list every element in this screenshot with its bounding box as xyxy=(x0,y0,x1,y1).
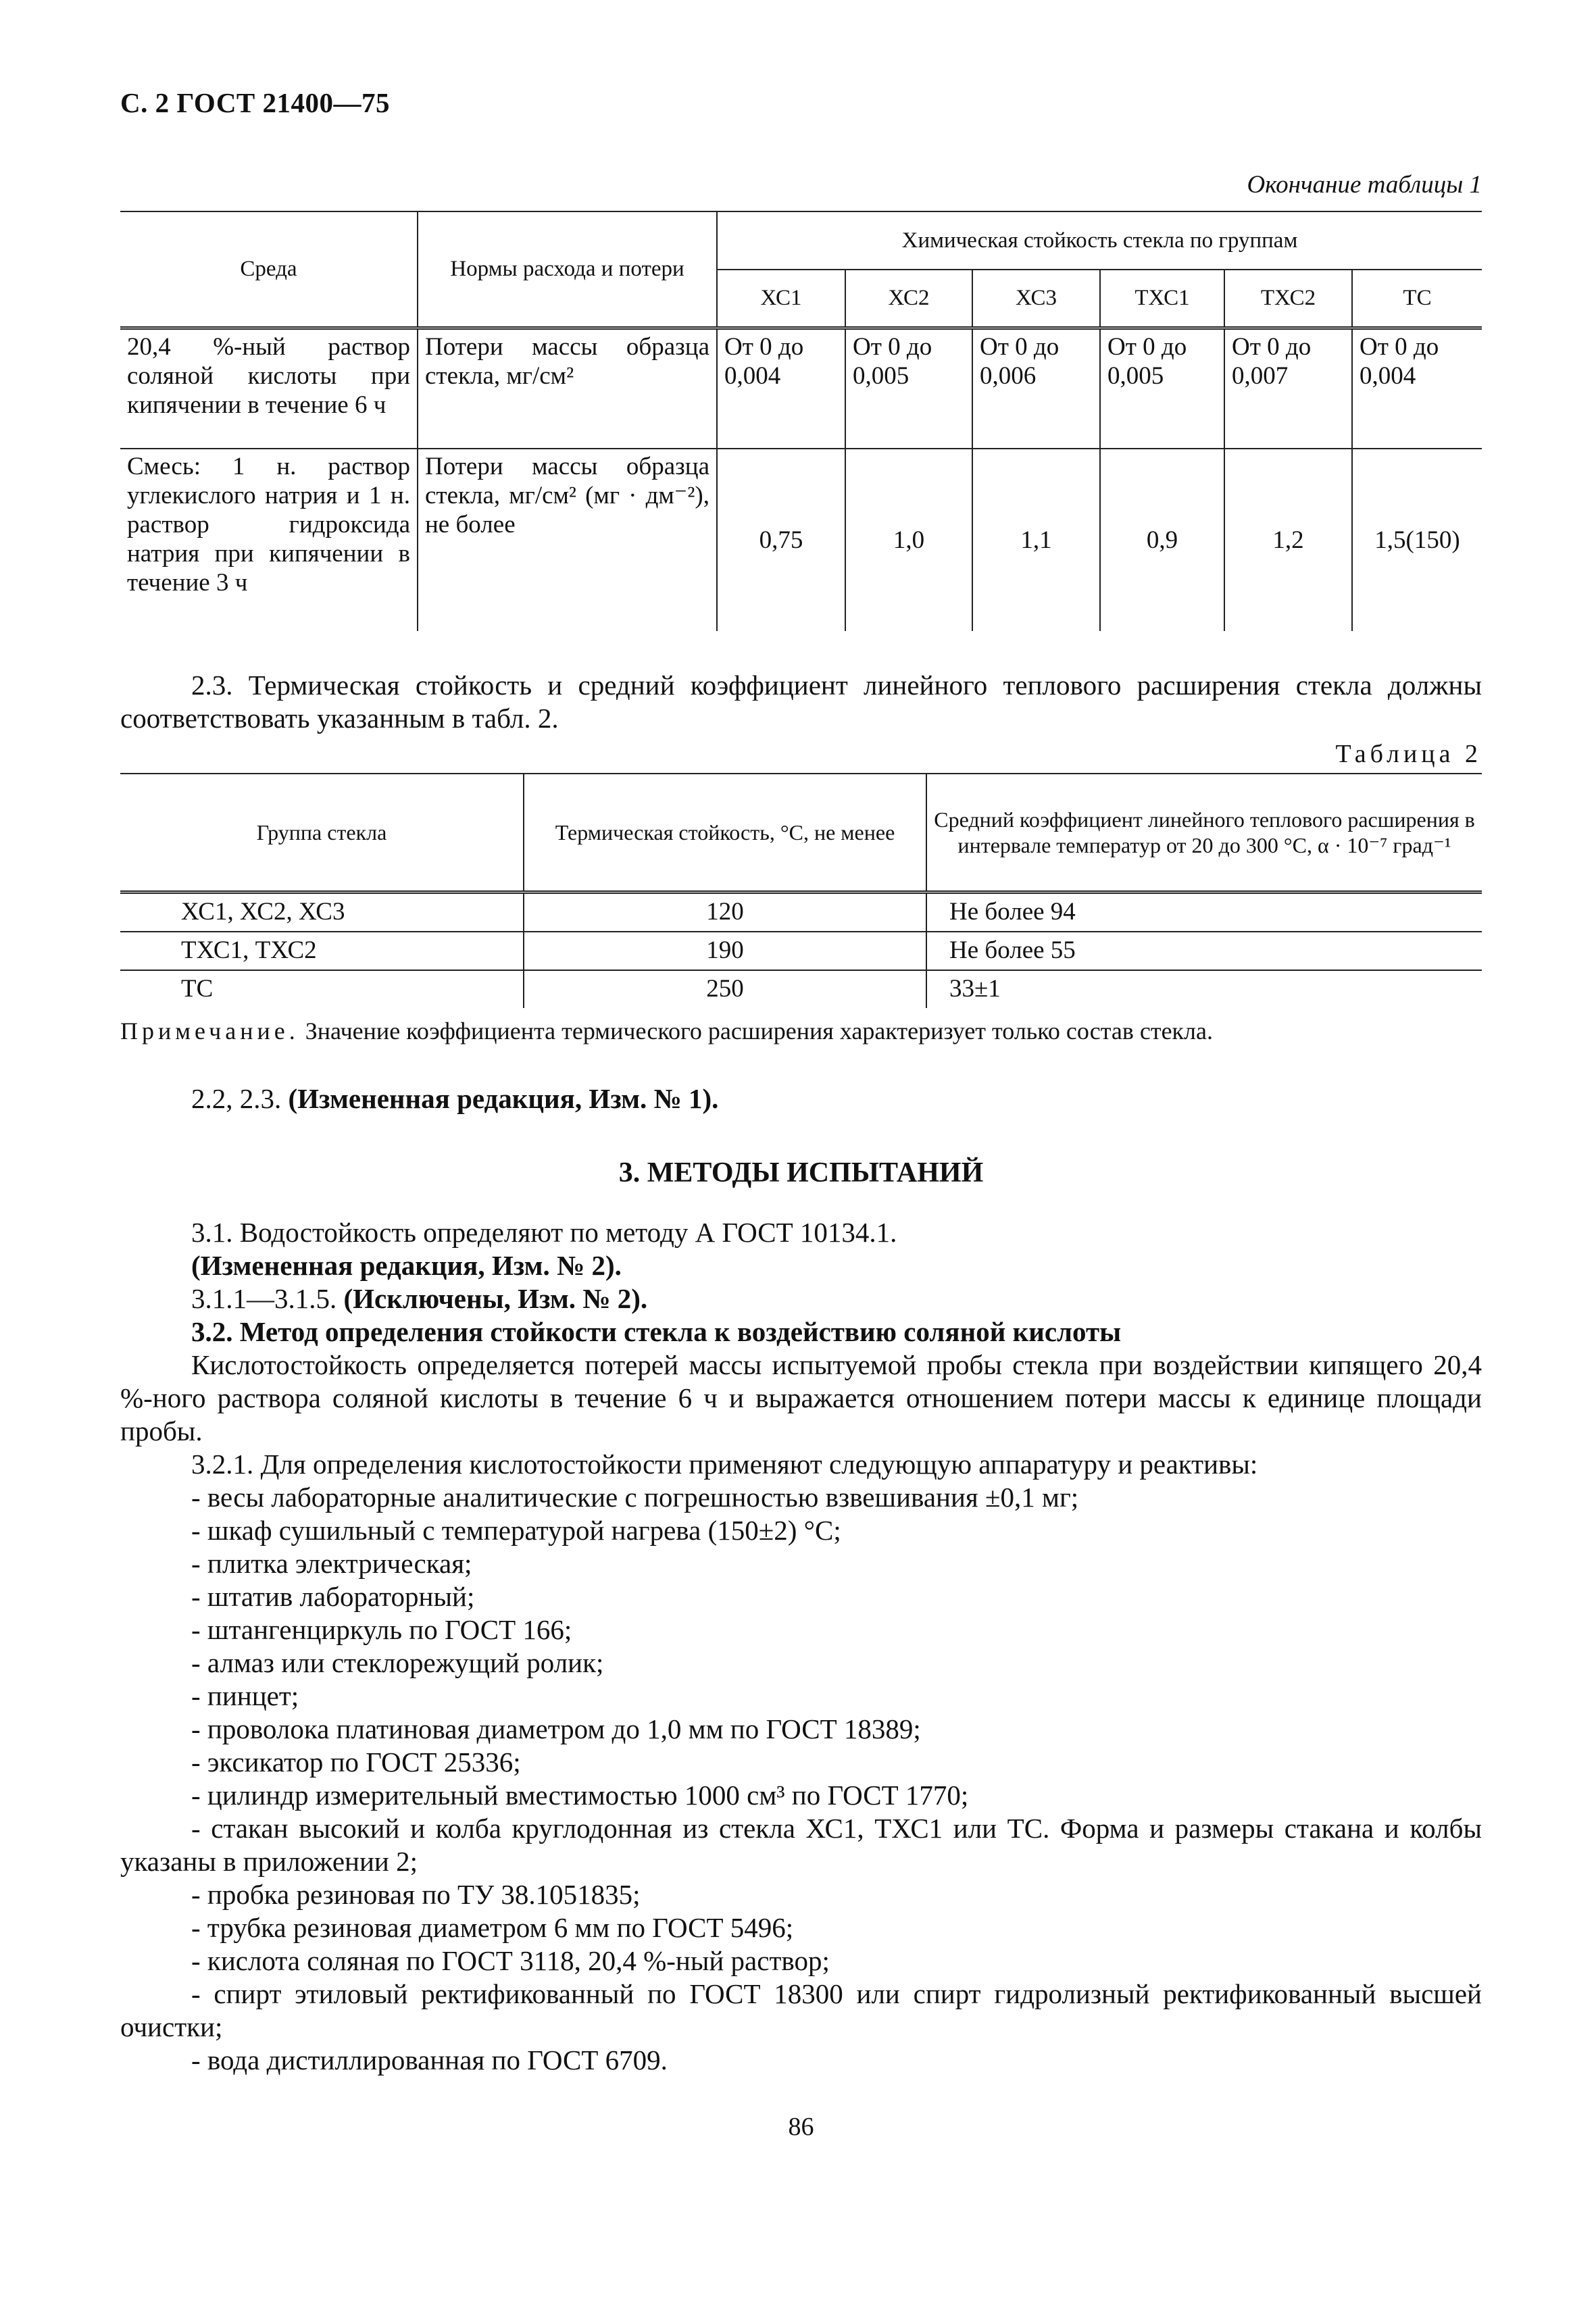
note-text: Значение коэффициента термического расширения характеризует только состав стекла. xyxy=(305,1017,1213,1045)
paragraph-3-2-1: 3.2.1. Для определения кислотостойкости применяют следующую аппаратуру и реактивы: xyxy=(191,1449,1258,1480)
list-item: - вода дистиллированная по ГОСТ 6709. xyxy=(191,2044,668,2076)
table-row xyxy=(120,970,1482,1008)
col-header-expansion: Средний коэффициент линейного теплового расширения в интервале температур от 20 до 300 °С, α · 10⁻⁷ град⁻¹ xyxy=(926,774,1482,892)
group-header: ТС xyxy=(1352,270,1482,328)
row-value: От 0 до 0,006 xyxy=(972,328,1100,449)
table1-caption: Окончание таблицы 1 xyxy=(1247,171,1482,199)
row-medium: 20,4 %-ный раствор соляной кислоты при кипячении в течение 6 ч xyxy=(120,328,418,449)
glass-group-cell: ТХС1, ТХС2 xyxy=(120,932,524,970)
list-item: - эксикатор по ГОСТ 25336; xyxy=(191,1746,521,1778)
page-header: С. 2 ГОСТ 21400—75 xyxy=(120,87,391,118)
edit-reference xyxy=(120,1082,1482,1115)
row-medium: Смесь: 1 н. раствор углекислого натрия и 1 н. раствор гидроксида натрия при кипячении в течение 3 ч xyxy=(120,449,418,631)
list-item: - стакан высокий и колба круглодонная из стекла ХС1, ТХС1 или ТС. Форма и размеры стакана и колбы указаны в приложении 2; xyxy=(120,1813,1482,1877)
section-title: 3. МЕТОДЫ ИСПЫТАНИЙ xyxy=(618,1157,984,1188)
paragraph-3-1-1-bold: (Исключены, Изм. № 2). xyxy=(343,1283,648,1314)
list-item: - плитка электрическая; xyxy=(191,1548,472,1579)
edit-reference-bold: (Измененная редакция, Изм. № 1). xyxy=(288,1083,719,1114)
equipment-list xyxy=(120,1481,1482,2077)
row-value: 1,1 xyxy=(972,449,1100,631)
paragraph-3-2-title: 3.2. Метод определения стойкости стекла к воздействию соляной кислоты xyxy=(191,1316,1122,1347)
row-value: От 0 до 0,004 xyxy=(1352,328,1482,449)
row-value: 1,2 xyxy=(1224,449,1352,631)
expansion-cell: Не более 55 xyxy=(926,932,1482,970)
paragraph-3-1: 3.1. Водостойкость определяют по методу А ГОСТ 10134.1. xyxy=(191,1217,897,1248)
list-item: - пробка резиновая по ТУ 38.1051835; xyxy=(191,1879,641,1910)
list-item: - штангенциркуль по ГОСТ 166; xyxy=(191,1614,572,1645)
group-header: ХС1 xyxy=(717,270,845,328)
table-row xyxy=(120,449,1482,631)
list-item: - алмаз или стеклорежущий ролик; xyxy=(191,1647,604,1678)
document-page xyxy=(120,0,1482,2314)
col-header-glass-group: Группа стекла xyxy=(120,774,524,892)
list-item: - шкаф сушильный с температурой нагрева (150±2) °С; xyxy=(191,1515,841,1546)
thermal-resistance-cell: 190 xyxy=(524,932,926,970)
note-label: Примечание. xyxy=(120,1017,299,1045)
expansion-cell: Не более 94 xyxy=(926,892,1482,932)
row-value: 1,0 xyxy=(845,449,972,631)
col-header-thermal-resistance: Термическая стойкость, °С, не менее xyxy=(524,774,926,892)
row-norm: Потери массы образца стекла, мг/см² (мг · дм⁻²), не более xyxy=(418,449,717,631)
list-item: - трубка резиновая диаметром 6 мм по ГОСТ 5496; xyxy=(191,1912,794,1943)
table-row xyxy=(120,932,1482,970)
paragraph-3-1-edit: (Измененная редакция, Изм. № 2). xyxy=(191,1250,622,1281)
row-norm: Потери массы образца стекла, мг/см² xyxy=(418,328,717,449)
table-row xyxy=(120,892,1482,932)
glass-group-cell: ТС xyxy=(120,970,524,1008)
row-value: От 0 до 0,007 xyxy=(1224,328,1352,449)
group-header: ТХС1 xyxy=(1100,270,1224,328)
group-header: ХС2 xyxy=(845,270,972,328)
col-header-group: Химическая стойкость стекла по группам xyxy=(717,211,1482,270)
list-item: - спирт этиловый ректификованный по ГОСТ 18300 или спирт гидролизный ректификованный высшей очистки; xyxy=(120,1978,1482,2042)
paragraph-2-3: 2.3. Термическая стойкость и средний коэффициент линейного теплового расширения стекла должны соответствовать указанным в табл. 2. xyxy=(120,670,1482,734)
col-header-norms: Нормы расхода и потери xyxy=(418,211,717,328)
thermal-resistance-cell: 120 xyxy=(524,892,926,932)
expansion-cell: 33±1 xyxy=(949,974,1001,1003)
row-value: 0,9 xyxy=(1100,449,1224,631)
table2-caption: Таблица 2 xyxy=(1335,740,1482,768)
table-chemical-resistance xyxy=(120,211,1482,631)
list-item: - пинцет; xyxy=(191,1680,299,1711)
table-thermal-properties xyxy=(120,773,1482,1008)
row-value: От 0 до 0,005 xyxy=(1100,328,1224,449)
row-value: 0,75 xyxy=(717,449,845,631)
list-item: - проволока платиновая диаметром до 1,0 мм по ГОСТ 18389; xyxy=(191,1713,921,1744)
paragraph-3-1-1-prefix: 3.1.1—3.1.5. xyxy=(191,1283,337,1314)
list-item: - цилиндр измерительный вместимостью 1000 см³ по ГОСТ 1770; xyxy=(191,1780,969,1811)
thermal-resistance-cell: 250 xyxy=(524,970,926,1008)
list-item: - штатив лабораторный; xyxy=(191,1581,475,1612)
table-row xyxy=(120,328,1482,449)
row-value: 1,5(150) xyxy=(1374,526,1460,554)
paragraph-3-1-1 xyxy=(120,1282,1482,1315)
page-number: 86 xyxy=(788,2113,814,2141)
glass-group-cell: ХС1, ХС2, ХС3 xyxy=(120,892,524,932)
group-header: ХС3 xyxy=(972,270,1100,328)
list-item: - весы лабораторные аналитические с погрешностью взвешивания ±0,1 мг; xyxy=(191,1482,1079,1513)
paragraph-3-2-body: Кислотостойкость определяется потерей массы испытуемой пробы стекла при воздействии кипящего 20,4 %-ного раствора соляной кислоты в течение 6 ч и выражается отношением потери массы к единице площади пробы. xyxy=(120,1349,1482,1447)
table2-note xyxy=(120,1015,1482,1048)
group-header: ТХС2 xyxy=(1224,270,1352,328)
edit-reference-prefix: 2.2, 2.3. xyxy=(191,1083,282,1114)
col-header-medium: Среда xyxy=(120,211,418,328)
row-value: От 0 до 0,005 xyxy=(845,328,972,449)
list-item: - кислота соляная по ГОСТ 3118, 20,4 %-ный раствор; xyxy=(191,1945,830,1976)
row-value: От 0 до 0,004 xyxy=(717,328,845,449)
